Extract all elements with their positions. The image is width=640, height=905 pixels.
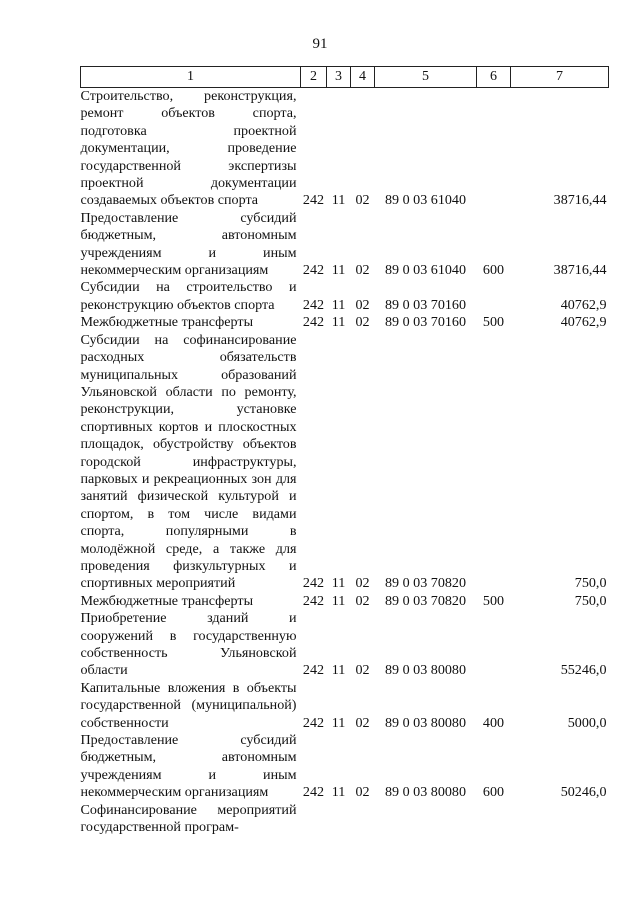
row-c2: 242 xyxy=(302,784,325,801)
header-cell: 2 xyxy=(301,67,327,88)
table-row xyxy=(81,680,609,732)
row-c4: 02 xyxy=(355,662,370,679)
row-c5: 89 0 03 61040 xyxy=(384,192,467,209)
header-row xyxy=(81,67,609,88)
row-name: Капитальные вложения в объекты государственной (муниципальной) собственности xyxy=(80,679,297,731)
row-c4: 02 xyxy=(355,192,370,209)
row-c3: 11 xyxy=(331,314,346,331)
budget-table xyxy=(80,66,609,836)
table-row xyxy=(81,314,609,331)
row-c4 xyxy=(351,802,375,837)
row-c3: 11 xyxy=(331,575,346,592)
row-c2: 242 xyxy=(302,262,325,279)
row-name: Предоставление субсидий бюджетным, автономным учреждениям и иным некоммерческим организациям xyxy=(80,732,297,801)
page-number: 91 xyxy=(312,36,328,52)
row-c5: 89 0 03 80080 xyxy=(384,714,467,731)
row-c7: 55246,0 xyxy=(560,662,607,679)
row-c4: 02 xyxy=(355,314,370,331)
row-c7 xyxy=(511,802,609,837)
table-row xyxy=(81,610,609,680)
table-row xyxy=(81,210,609,280)
row-c6: 500 xyxy=(482,314,505,331)
row-c7: 40762,9 xyxy=(560,296,607,313)
row-name: Межбюджетные трансферты xyxy=(80,314,254,331)
row-c2: 242 xyxy=(302,592,325,609)
row-c2: 242 xyxy=(302,296,325,313)
row-c6: 500 xyxy=(482,592,505,609)
header-cell: 3 xyxy=(327,67,351,88)
row-name: Софинансирование мероприятий государственной програм- xyxy=(80,801,297,836)
row-c7: 5000,0 xyxy=(567,714,607,731)
row-name: Предоставление субсидий бюджетным, автономным учреждениям и иным некоммерческим организациям xyxy=(80,209,297,279)
row-c4: 02 xyxy=(355,784,370,801)
row-c2: 242 xyxy=(302,192,325,209)
header-cell: 1 xyxy=(81,67,301,88)
header-cell: 6 xyxy=(477,67,511,88)
row-c4: 02 xyxy=(355,714,370,731)
row-c5: 89 0 03 70160 xyxy=(384,314,467,331)
row-c6 xyxy=(477,332,511,593)
row-c6: 600 xyxy=(482,784,505,801)
header-cell: 5 xyxy=(375,67,477,88)
row-c6: 400 xyxy=(482,714,505,731)
row-name: Строительство, реконструкция, ремонт объектов спорта, подготовка проектной документации, проведение государственной экспертизы проектной документации создаваемых объектов спорта xyxy=(80,88,297,209)
row-c3: 11 xyxy=(331,662,346,679)
table-row xyxy=(81,802,609,837)
row-c6 xyxy=(477,88,511,210)
row-c6 xyxy=(477,610,511,680)
row-c5: 89 0 03 70820 xyxy=(384,575,467,592)
row-c6: 600 xyxy=(482,262,505,279)
row-c2: 242 xyxy=(302,575,325,592)
table-row xyxy=(81,88,609,210)
row-c7: 750,0 xyxy=(574,575,607,592)
row-c4: 02 xyxy=(355,296,370,313)
row-c3: 11 xyxy=(331,192,346,209)
row-c3: 11 xyxy=(331,296,346,313)
row-c6 xyxy=(477,279,511,314)
row-c7: 38716,44 xyxy=(553,192,607,209)
row-c2: 242 xyxy=(302,314,325,331)
row-c4: 02 xyxy=(355,262,370,279)
row-c3: 11 xyxy=(331,592,346,609)
row-c2 xyxy=(301,802,327,837)
row-c4: 02 xyxy=(355,575,370,592)
table-row xyxy=(81,332,609,593)
row-c6 xyxy=(477,802,511,837)
table-row xyxy=(81,732,609,802)
row-c7: 50246,0 xyxy=(560,784,607,801)
row-c5 xyxy=(375,802,477,837)
row-c5: 89 0 03 70820 xyxy=(384,592,467,609)
header-cell: 7 xyxy=(511,67,609,88)
row-c3 xyxy=(327,802,351,837)
table-row xyxy=(81,279,609,314)
row-name: Приобретение зданий и сооружений в государственную собственность Ульяновской области xyxy=(80,610,297,679)
row-c7: 750,0 xyxy=(574,592,607,609)
row-c5: 89 0 03 80080 xyxy=(384,784,467,801)
row-name: Межбюджетные трансферты xyxy=(80,592,254,609)
row-c4: 02 xyxy=(355,592,370,609)
row-c2: 242 xyxy=(302,714,325,731)
row-c2: 242 xyxy=(302,662,325,679)
row-c7: 40762,9 xyxy=(560,314,607,331)
row-name: Субсидии на софинансирование расходных обязательств муниципальных образований Ульяновской области по ремонту, реконструкции, установке спортивных кортов и плоскостных площадок, обустройству объектов городской инфраструктуры, парковых и рекреационных зон для занятий физической культурой и спортом, в том числе видами спорта, популярными в молодёжной среде, а также для проведения физкультурных и спортивных мероприятий xyxy=(80,331,297,592)
row-c5: 89 0 03 70160 xyxy=(384,296,467,313)
row-c3: 11 xyxy=(331,262,346,279)
table-row xyxy=(81,593,609,610)
row-c5: 89 0 03 80080 xyxy=(384,662,467,679)
row-c3: 11 xyxy=(331,784,346,801)
row-c3: 11 xyxy=(331,714,346,731)
row-c7: 38716,44 xyxy=(553,262,607,279)
row-c5: 89 0 03 61040 xyxy=(384,262,467,279)
header-cell: 4 xyxy=(351,67,375,88)
row-name: Субсидии на строительство и реконструкцию объектов спорта xyxy=(80,279,297,313)
